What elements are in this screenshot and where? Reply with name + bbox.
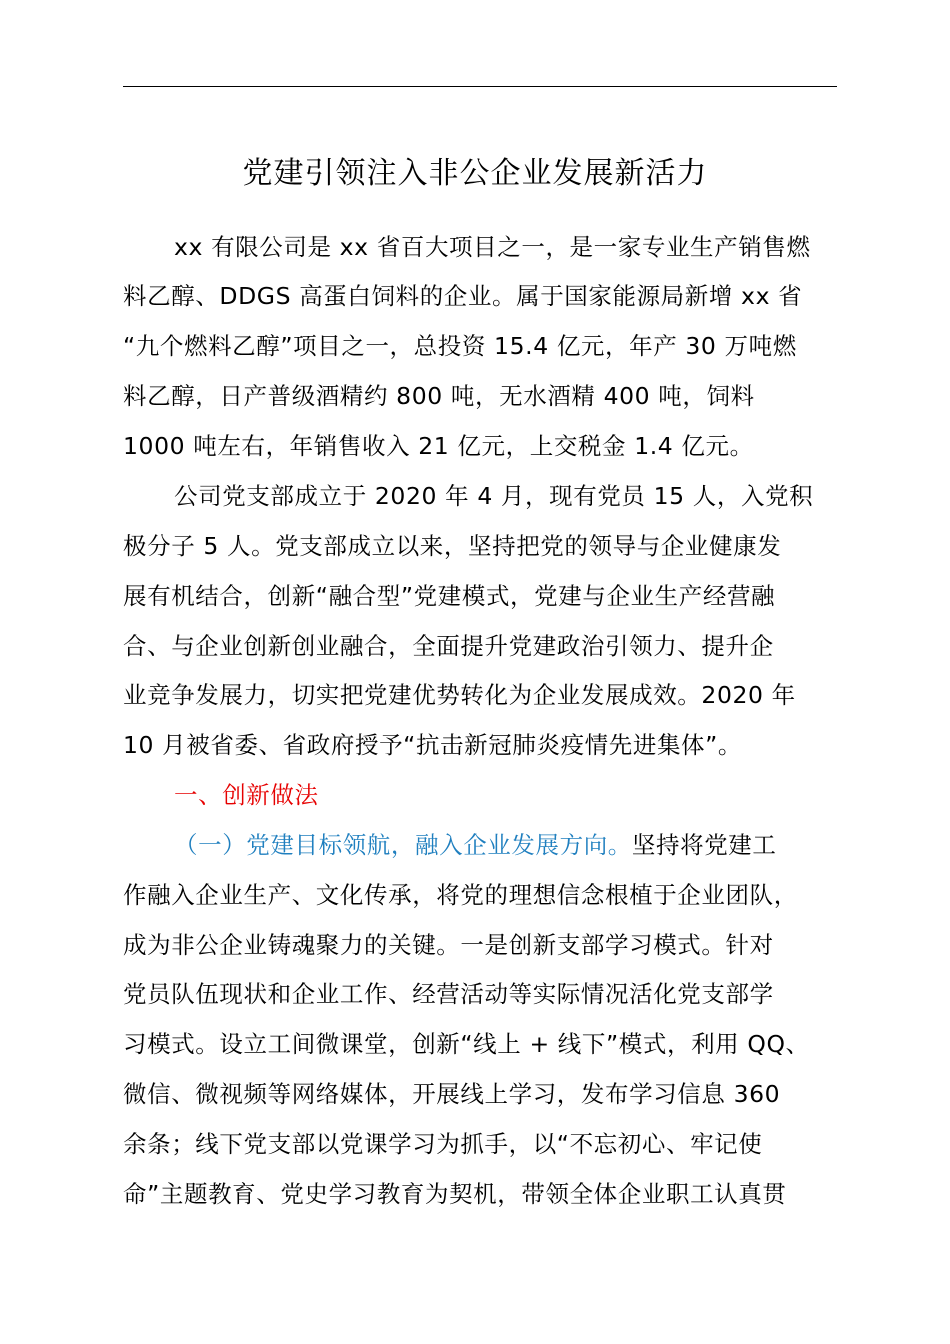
paragraph-1-line-1: xx 有限公司是 xx 省百大项目之一，是一家专业生产销售燃 (174, 233, 811, 261)
paragraph-1-line-3: “九个燃料乙醇”项目之一，总投资 15.4 亿元，年产 30 万吨燃 (123, 332, 797, 360)
paragraph-2-line-3: 展有机结合，创新“融合型”党建模式，党建与企业生产经营融 (123, 582, 776, 610)
paragraph-2-line-1: 公司党支部成立于 2020 年 4 月，现有党员 15 人，入党积 (174, 482, 814, 510)
paragraph-3-line-7: 余条；线下党支部以党课学习为抓手，以“不忘初心、牢记使 (123, 1130, 763, 1158)
paragraph-3-line-6: 微信、微视频等网络媒体，开展线上学习，发布学习信息 360 (123, 1080, 781, 1108)
paragraph-1-line-5: 1000 吨左右，年销售收入 21 亿元，上交税金 1.4 亿元。 (123, 432, 754, 460)
paragraph-3-line-5: 习模式。设立工间微课堂，创新“线上 + 线下”模式，利用 QQ、 (123, 1030, 810, 1058)
paragraph-3-line-2: 作融入企业生产、文化传承，将党的理想信念根植于企业团队， (123, 881, 798, 909)
paragraph-3-line-3: 成为非公企业铸魂聚力的关键。一是创新支部学习模式。针对 (123, 931, 774, 959)
paragraph-2-line-6: 10 月被省委、省政府授予“抗击新冠肺炎疫情先进集体”。 (123, 731, 743, 759)
section-heading: 一、创新做法 (174, 781, 319, 809)
paragraph-1-line-4: 料乙醇，日产普级酒精约 800 吨，无水酒精 400 吨，饲料 (123, 382, 755, 410)
paragraph-2-line-4: 合、与企业创新创业融合，全面提升党建政治引领力、提升企 (123, 632, 774, 660)
paragraph-3-line-8: 命”主题教育、党史学习教育为契机，带领全体企业职工认真贯 (123, 1180, 787, 1208)
paragraph-3-line-1 (174, 825, 894, 865)
header-rule (123, 86, 837, 87)
paragraph-3-line-4: 党员队伍现状和企业工作、经营活动等实际情况活化党支部学 (123, 980, 774, 1008)
subsection-heading: （一）党建目标领航，融入企业发展方向。 (174, 831, 632, 859)
paragraph-2-line-2: 极分子 5 人。党支部成立以来，坚持把党的领导与企业健康发 (123, 532, 782, 560)
paragraph-2-line-5: 业竞争发展力，切实把党建优势转化为企业发展成效。2020 年 (123, 681, 796, 709)
paragraph-1-line-2: 料乙醇、DDGS 高蛋白饲料的企业。属于国家能源局新增 xx 省 (123, 282, 803, 310)
paragraph-3-line-1-rest: 坚持将党建工 (631, 831, 777, 859)
document-title: 党建引领注入非公企业发展新活力 (242, 156, 708, 191)
